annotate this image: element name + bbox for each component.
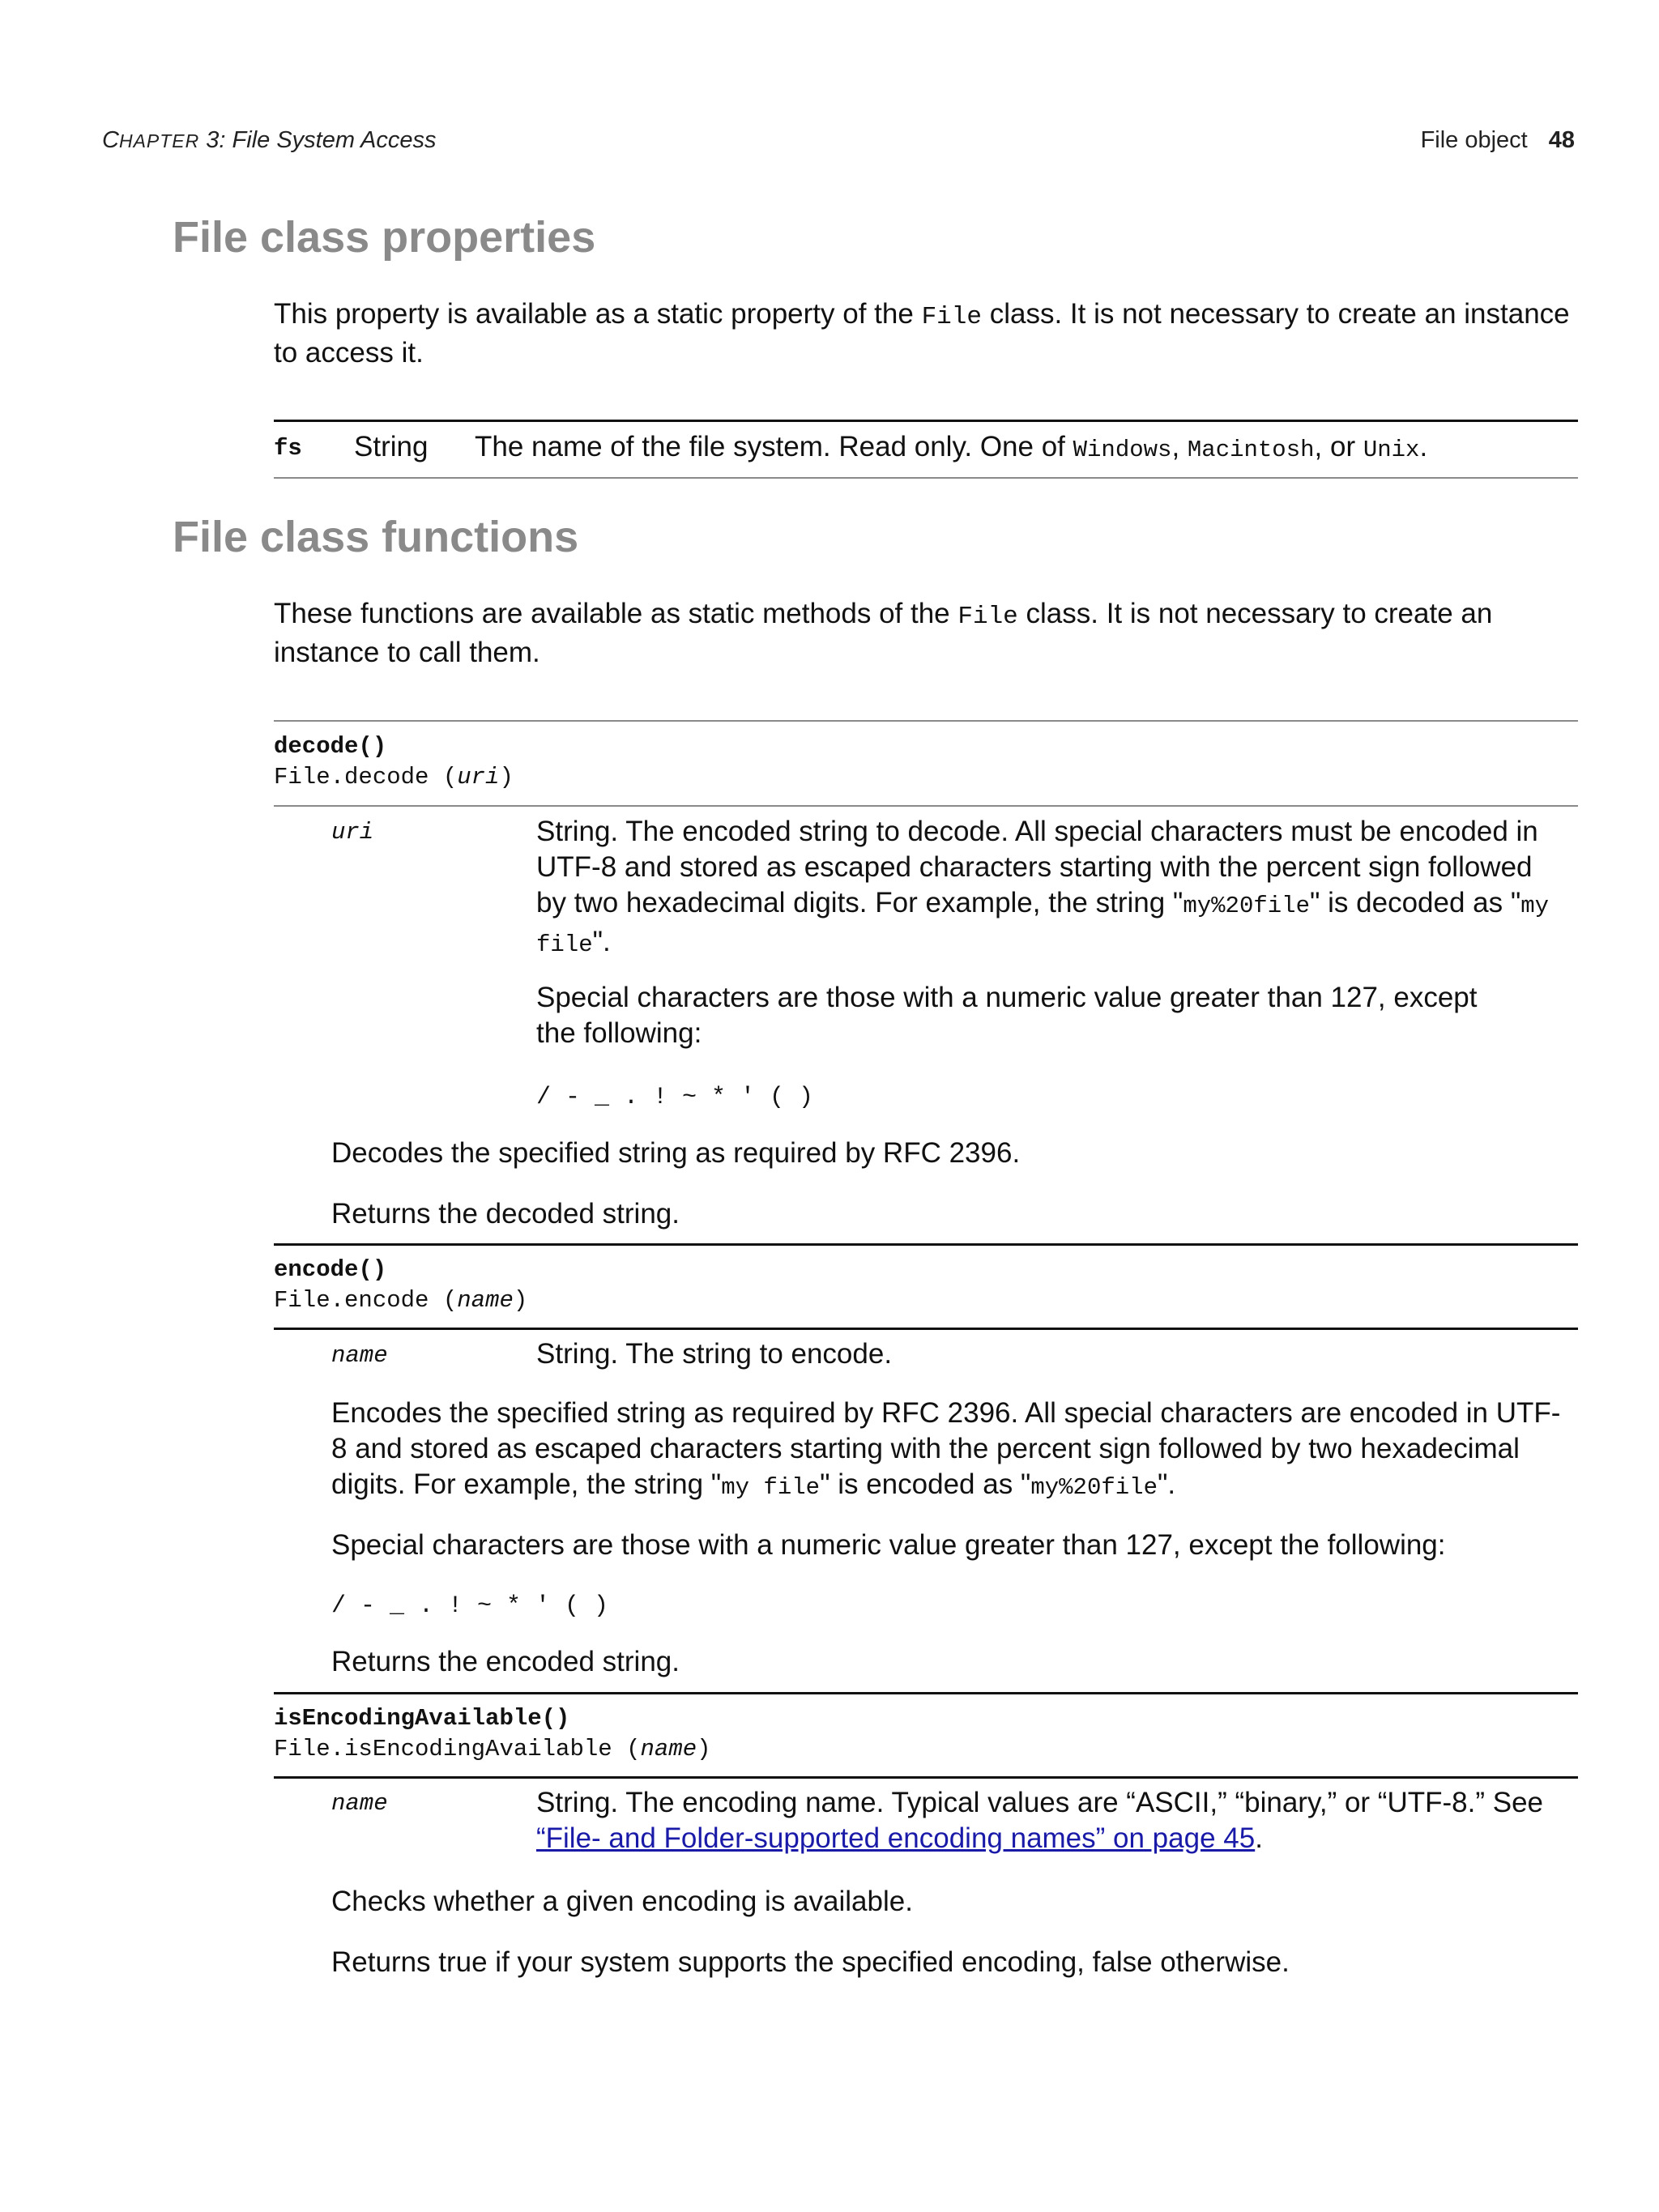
decode-top-rule [274,720,1578,722]
decode-signature: File.decode (uri) [274,764,514,791]
encode-param-description: String. The string to encode. [536,1338,893,1370]
encode-param-name: name [331,1342,388,1369]
decode-function-name: decode() [274,733,387,760]
encode-special-text: Special characters are those with a numeric value greater than 127, except the following: [331,1529,1446,1561]
decode-param-description: String. The encoded string to decode. All special characters must be encoded in UTF-8 and stored as escaped characters starting with the percent sign followed by two hexadecimal digits. For example, the string "my%20file" is decoded as "my file". [536,816,1550,958]
encode-special-chars: / - _ . ! ~ * ' ( ) [331,1592,609,1620]
isencoding-top-rule [274,1692,1578,1694]
encode-sig-rule [274,1328,1578,1330]
isencoding-param-name: name [331,1790,388,1817]
isencoding-sig-rule [274,1776,1578,1779]
encode-function-name: encode() [274,1256,387,1283]
encode-top-rule [274,1243,1578,1246]
header-right [1421,127,1575,154]
property-description: The name of the file system. Read only. One of Windows, Macintosh, or Unix. [475,431,1428,463]
property-name: fs [274,435,302,462]
chapter-title: CHAPTER 3: File System Access [102,127,437,153]
page-number: 48 [1548,127,1575,153]
properties-intro: This property is available as a static property of the File class. It is not necessary to create an instance to access it. [274,298,1570,369]
decode-special-text: Special characters are those with a numeric value greater than 127, except the following: [536,982,1478,1049]
table-top-rule [274,420,1578,422]
decode-param-name: uri [331,819,374,846]
isencoding-returns: Returns true if your system supports the specified encoding, false otherwise. [331,1946,1290,1978]
properties-heading: File class properties [173,213,596,262]
isencoding-signature: File.isEncodingAvailable (name) [274,1736,711,1762]
decode-special-chars: / - _ . ! ~ * ' ( ) [536,1084,814,1111]
decode-description: Decodes the specified string as required by RFC 2396. [331,1137,1021,1169]
functions-intro: These functions are available as static methods of the File class. It is not necessary to create an instance to call them. [274,598,1493,668]
encode-description: Encodes the specified string as required by RFC 2396. All special characters are encoded in UTF-8 and stored as escaped characters starting with the percent sign followed by two hexadecimal digits. For example, the string "my file" is encoded as "my%20file". [331,1397,1561,1501]
isencoding-param-description: String. The encoding name. Typical values are “ASCII,” “binary,” or “UTF-8.” See “File- and Folder-supported encoding names” on page 45. [536,1787,1543,1854]
encode-signature: File.encode (name) [274,1287,528,1314]
decode-sig-rule [274,805,1578,807]
encoding-names-link[interactable]: “File- and Folder-supported encoding names” on page 45 [536,1822,1256,1854]
functions-heading: File class functions [173,513,579,561]
isencoding-function-name: isEncodingAvailable() [274,1705,570,1732]
section-name: File object [1420,127,1528,153]
isencoding-description: Checks whether a given encoding is available. [331,1886,913,1917]
page-header [102,127,1575,160]
decode-returns: Returns the decoded string. [331,1198,680,1230]
encode-returns: Returns the encoded string. [331,1646,680,1677]
table-bottom-rule [274,477,1578,479]
property-type: String [354,431,429,462]
